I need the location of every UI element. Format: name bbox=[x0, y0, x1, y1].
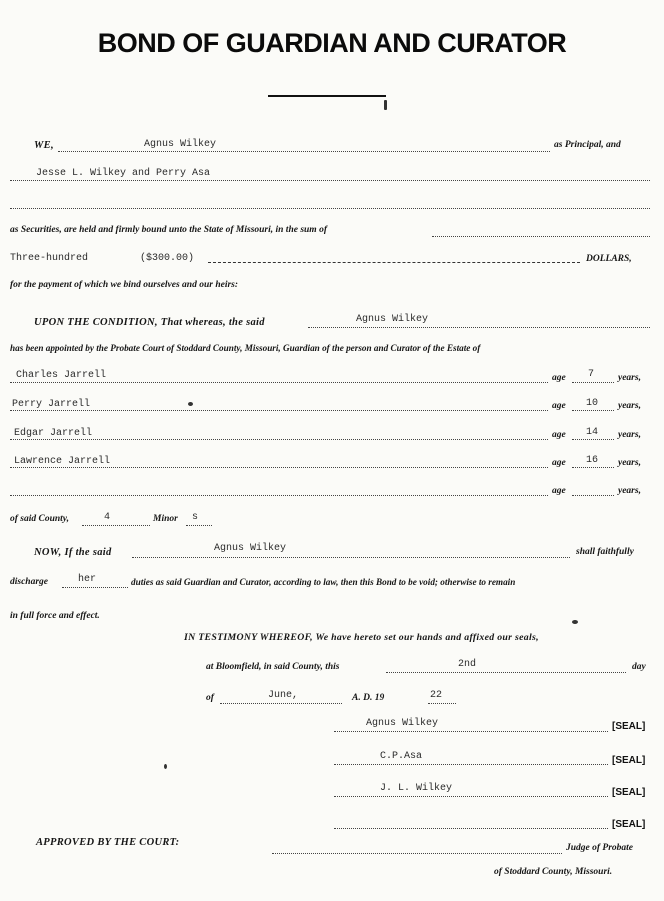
faithfully-text: shall faithfully bbox=[576, 547, 634, 557]
date-of-label: of bbox=[206, 693, 214, 703]
condition-text: UPON THE CONDITION, That whereas, the said bbox=[34, 317, 265, 328]
as-principal-label: as Principal, and bbox=[554, 140, 621, 150]
years-label: years, bbox=[618, 486, 641, 496]
discharge-label: discharge bbox=[10, 577, 48, 587]
year-value: 22 bbox=[430, 690, 443, 701]
minor-line bbox=[10, 495, 548, 496]
title-rule bbox=[268, 95, 386, 97]
minor-line bbox=[10, 467, 548, 468]
minor-age: 16 bbox=[586, 455, 599, 466]
age-label: age bbox=[552, 401, 566, 411]
we-label: WE, bbox=[34, 140, 54, 151]
appointed-text: has been appointed by the Probate Court of Stoddard County, Missouri, Guardian of the person and Curator of the Estate of bbox=[10, 343, 481, 353]
sum-text: as Securities, are held and firmly bound unto the State of Missouri, in the sum of bbox=[10, 225, 327, 235]
signature: J. L. Wilkey bbox=[380, 783, 453, 794]
scan-speck bbox=[384, 100, 387, 110]
minor-name: Charles Jarrell bbox=[16, 370, 107, 381]
age-line bbox=[572, 439, 614, 440]
minor-suffix: s bbox=[192, 512, 199, 523]
sureties-names: Jesse L. Wilkey and Perry Asa bbox=[36, 168, 211, 179]
minor-age: 7 bbox=[588, 369, 595, 380]
minor-label: Minor bbox=[153, 514, 178, 524]
approved-text: APPROVED BY THE COURT: bbox=[36, 837, 180, 848]
minor-age: 10 bbox=[586, 398, 599, 409]
now-name: Agnus Wilkey bbox=[214, 543, 287, 554]
minor-line bbox=[10, 439, 548, 440]
signature-line bbox=[334, 828, 608, 829]
day-line bbox=[386, 672, 626, 673]
count-line bbox=[82, 525, 150, 526]
years-label: years, bbox=[618, 401, 641, 411]
amount-dashes bbox=[208, 262, 580, 263]
scan-speck bbox=[164, 764, 167, 769]
testimony-text: IN TESTIMONY WHEREOF, We have hereto set our hands and affixed our seals, bbox=[184, 632, 539, 643]
minor-age: 14 bbox=[586, 427, 599, 438]
signature-line bbox=[334, 796, 608, 797]
years-label: years, bbox=[618, 430, 641, 440]
years-label: years, bbox=[618, 373, 641, 383]
age-line bbox=[572, 410, 614, 411]
sum-line bbox=[432, 236, 650, 237]
minor-line bbox=[10, 382, 548, 383]
age-label: age bbox=[552, 458, 566, 468]
now-line bbox=[132, 557, 570, 558]
day-label: day bbox=[632, 662, 646, 672]
amount-figures: ($300.00) bbox=[140, 253, 195, 264]
principal-line bbox=[58, 151, 550, 152]
age-line bbox=[572, 495, 614, 496]
age-line bbox=[572, 467, 614, 468]
year-line bbox=[428, 703, 456, 704]
sureties-line-2 bbox=[10, 208, 650, 209]
amount-words: Three-hundred bbox=[10, 253, 89, 264]
age-label: age bbox=[552, 373, 566, 383]
seal-label: [SEAL] bbox=[612, 721, 646, 732]
pronoun-value: her bbox=[78, 574, 97, 585]
judge-line bbox=[272, 853, 562, 854]
seal-label: [SEAL] bbox=[612, 819, 646, 830]
ad-label: A. D. 19 bbox=[352, 693, 385, 703]
scan-speck bbox=[572, 620, 578, 624]
minor-name: Lawrence Jarrell bbox=[14, 456, 111, 467]
years-label: years, bbox=[618, 458, 641, 468]
signature: Agnus Wilkey bbox=[366, 718, 439, 729]
minor-count: 4 bbox=[104, 512, 111, 523]
age-label: age bbox=[552, 486, 566, 496]
seal-label: [SEAL] bbox=[612, 787, 646, 798]
signature: C.P.Asa bbox=[380, 751, 423, 762]
place-text: at Bloomfield, in said County, this bbox=[206, 662, 340, 672]
signature-line bbox=[334, 764, 608, 765]
signature-line bbox=[334, 731, 608, 732]
minor-name: Perry Jarrell bbox=[12, 399, 91, 410]
force-text: in full force and effect. bbox=[10, 611, 100, 621]
minor-line bbox=[10, 410, 548, 411]
condition-name: Agnus Wilkey bbox=[356, 314, 429, 325]
scan-speck bbox=[188, 402, 193, 406]
sureties-line bbox=[10, 180, 650, 181]
suffix-line bbox=[186, 525, 212, 526]
age-label: age bbox=[552, 430, 566, 440]
county-text: of said County, bbox=[10, 514, 70, 524]
month-value: June, bbox=[268, 690, 299, 701]
day-value: 2nd bbox=[458, 659, 477, 670]
document-title: BOND OF GUARDIAN AND CURATOR bbox=[97, 28, 567, 58]
seal-label: [SEAL] bbox=[612, 755, 646, 766]
judge-county: of Stoddard County, Missouri. bbox=[494, 867, 613, 877]
discharge-text: duties as said Guardian and Curator, according to law, then this Bond to be void; otherwise to remain bbox=[131, 577, 516, 587]
judge-title: Judge of Probate bbox=[566, 843, 634, 853]
now-text: NOW, If the said bbox=[34, 547, 112, 558]
age-line bbox=[572, 382, 614, 383]
minor-name: Edgar Jarrell bbox=[14, 428, 93, 439]
condition-line bbox=[308, 327, 650, 328]
principal-name: Agnus Wilkey bbox=[144, 139, 217, 150]
payment-text: for the payment of which we bind ourselves and our heirs: bbox=[10, 280, 239, 290]
pronoun-line bbox=[62, 587, 128, 588]
dollars-label: DOLLARS, bbox=[586, 254, 632, 264]
month-line bbox=[220, 703, 342, 704]
